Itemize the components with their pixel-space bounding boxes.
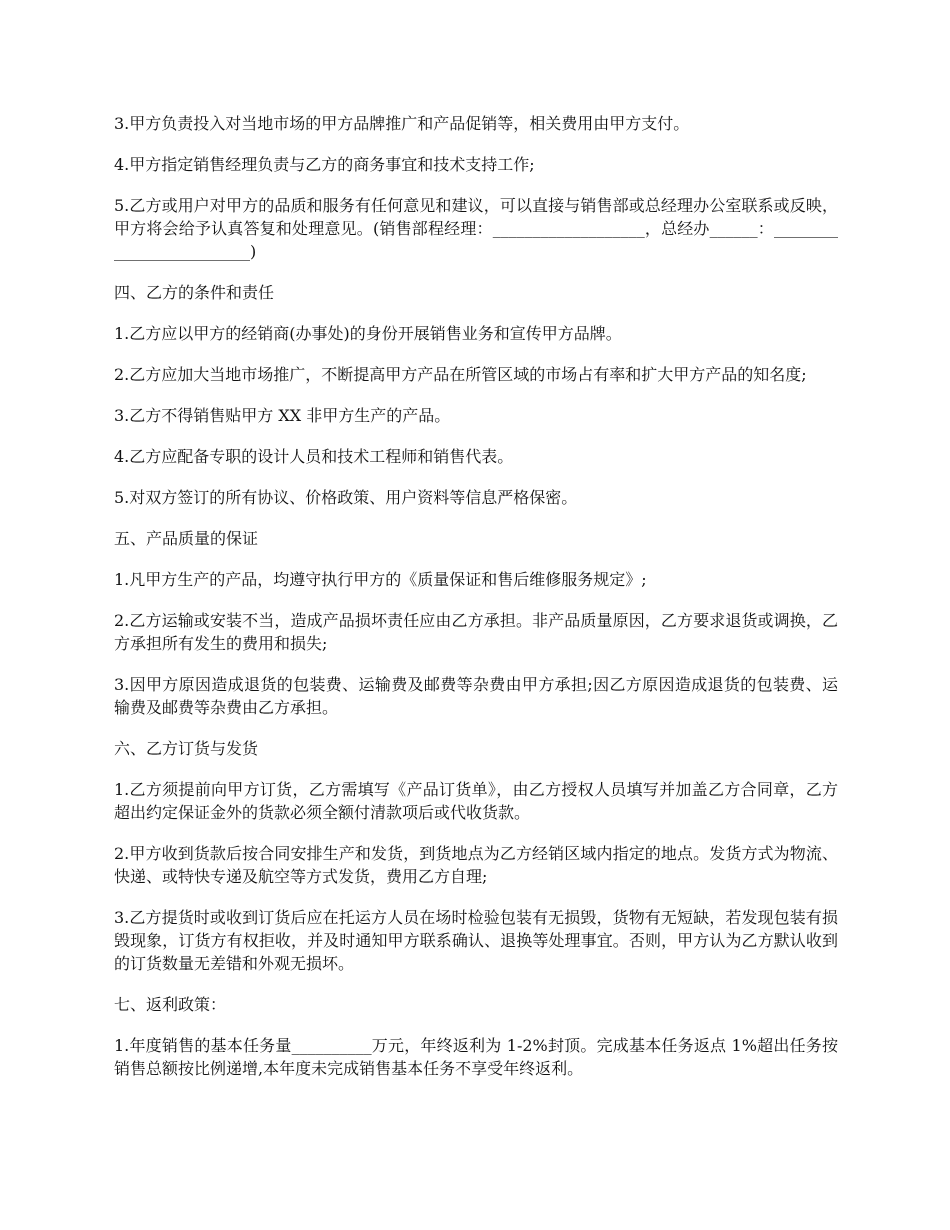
- clause-paragraph: 5.乙方或用户对甲方的品质和服务有任何意见和建议，可以直接与销售部或总经理办公室联系或反映，甲方将会给予认真答复和处理意见。(销售部程经理：___________________，总经办______：_________________________): [114, 196, 838, 261]
- section-heading: 五、产品质量的保证: [114, 529, 259, 548]
- clause-paragraph: 3.因甲方原因造成退货的包装费、运输费及邮费等杂费由甲方承担;因乙方原因造成退货的包装费、运输费及邮费等杂费由乙方承担。: [114, 675, 838, 717]
- section-heading: 六、乙方订货与发货: [114, 739, 259, 758]
- section-heading: 七、返利政策：: [114, 995, 227, 1014]
- clause-paragraph: 3.乙方提货时或收到订货后应在托运方人员在场时检验包装有无损毁，货物有无短缺，若发现包装有损毁现象，订货方有权拒收，并及时通知甲方联系确认、退换等处理事宜。否则，甲方认为乙方默认收到的订货数量无差错和外观无损坏。: [114, 908, 838, 973]
- clause-paragraph: 1.乙方应以甲方的经销商(办事处)的身份开展销售业务和宣传甲方品牌。: [114, 324, 622, 343]
- document-body: [114, 112, 838, 1098]
- clause-paragraph: 3.乙方不得销售贴甲方 XX 非甲方生产的产品。: [114, 406, 451, 425]
- clause-paragraph: 4.乙方应配备专职的设计人员和技术工程师和销售代表。: [114, 447, 514, 466]
- section-heading: 四、乙方的条件和责任: [114, 283, 275, 302]
- clause-paragraph: 1.乙方须提前向甲方订货，乙方需填写《产品订货单》，由乙方授权人员填写并加盖乙方合同章，乙方超出约定保证金外的货款必须全额付清款项后或代收货款。: [114, 780, 838, 822]
- clause-paragraph: 3.甲方负责投入对当地市场的甲方品牌推广和产品促销等，相关费用由甲方支付。: [114, 114, 690, 133]
- clause-paragraph: 2.甲方收到货款后按合同安排生产和发货，到货地点为乙方经销区域内指定的地点。发货方式为物流、快递、或特快专递及航空等方式发货，费用乙方自理;: [114, 844, 838, 886]
- clause-paragraph: 4.甲方指定销售经理负责与乙方的商务事宜和技术支持工作;: [114, 155, 535, 174]
- clause-paragraph: 2.乙方应加大当地市场推广，不断提高甲方产品在所管区域的市场占有率和扩大甲方产品的知名度;: [114, 365, 807, 384]
- clause-paragraph: 1.年度销售的基本任务量__________万元，年终返利为 1-2%封顶。完成基本任务返点 1%超出任务按销售总额按比例递增,本年度未完成销售基本任务不享受年终返利。: [114, 1036, 838, 1078]
- clause-paragraph: 2.乙方运输或安装不当，造成产品损坏责任应由乙方承担。非产品质量原因，乙方要求退货或调换，乙方承担所有发生的费用和损失;: [114, 611, 838, 653]
- clause-paragraph: 5.对双方签订的所有协议、价格政策、用户资料等信息严格保密。: [114, 488, 578, 507]
- clause-paragraph: 1.凡甲方生产的产品，均遵守执行甲方的《质量保证和售后维修服务规定》;: [114, 570, 647, 589]
